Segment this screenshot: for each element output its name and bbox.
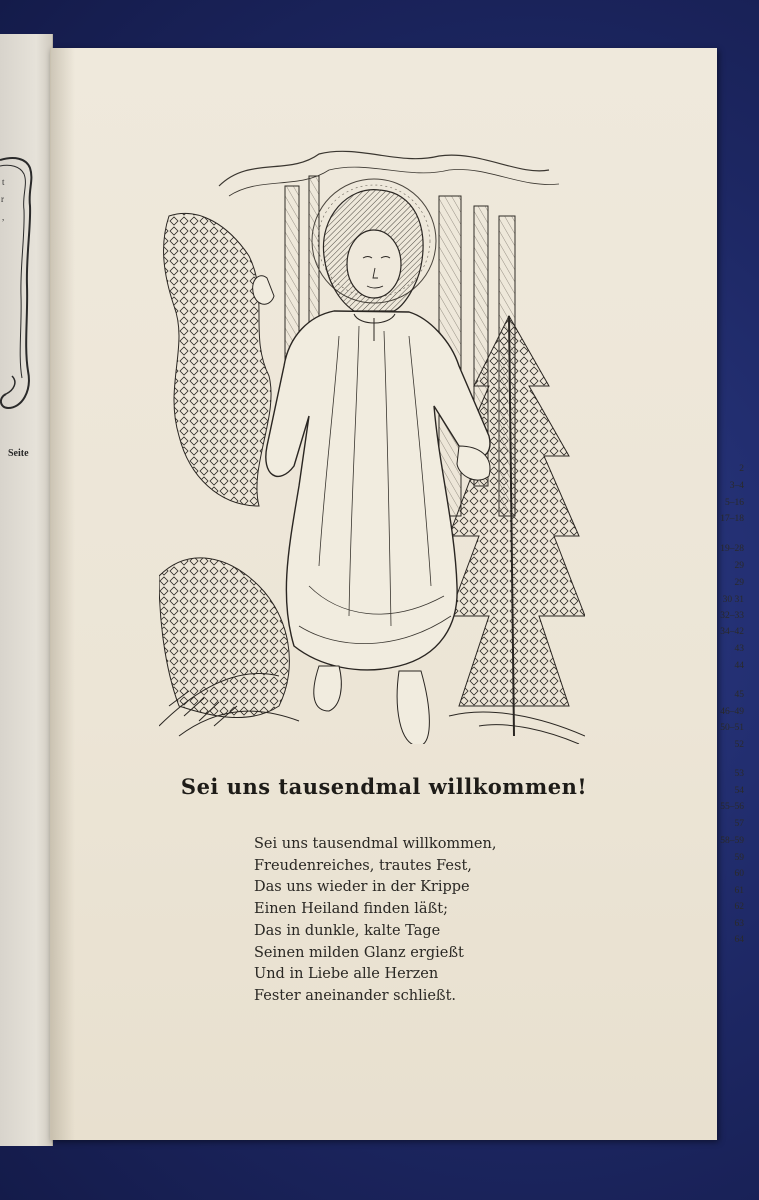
- page-number: 46–49: [720, 707, 744, 717]
- spine-shadow: [51, 48, 75, 1140]
- page-number: 45: [734, 690, 744, 700]
- page-number: 44: [734, 661, 744, 671]
- poem-line: Und in Liebe alle Herzen: [254, 966, 439, 983]
- page-number: 29: [734, 578, 744, 588]
- page-number: 59: [734, 853, 744, 863]
- page-number: 30 31: [722, 595, 744, 605]
- art-nouveau-frame-ornament: [0, 146, 36, 416]
- poem-line: Fester aneinander schließt.: [254, 987, 457, 1004]
- left-page-edge: [0, 34, 53, 1146]
- poem-line: Seinen milden Glanz ergießt: [254, 944, 464, 961]
- page-number: 61: [734, 886, 744, 896]
- page-number: 64: [734, 935, 744, 945]
- stray-letter: ,: [2, 212, 5, 222]
- poem-line: Freudenreiches, trautes Fest,: [254, 857, 472, 874]
- page-number: 58–59: [720, 836, 744, 846]
- stray-letter: r: [1, 194, 4, 204]
- page-number: 57: [734, 819, 744, 829]
- page-number: 53: [734, 769, 744, 779]
- page-number: 62: [734, 902, 744, 912]
- page-number: 3–4: [729, 481, 744, 491]
- page-number: 43: [734, 644, 744, 654]
- page-number: 29: [734, 561, 744, 571]
- page-number: 54: [734, 786, 744, 796]
- stray-letter: t: [2, 177, 5, 187]
- poem-title: Sei uns tausendmal willkommen!: [180, 774, 588, 799]
- christ-child-in-forest-engraving: [159, 146, 585, 744]
- book-page: [50, 48, 717, 1140]
- poem-line: Das uns wieder in der Krippe: [254, 879, 470, 896]
- poem-stanza: [254, 834, 496, 1008]
- page-number: 17–18: [720, 514, 744, 524]
- page-number: 32–33: [720, 611, 744, 621]
- poem-line: Einen Heiland finden läßt;: [254, 901, 448, 918]
- page-number: 5–16: [725, 498, 744, 508]
- page-number: 19–28: [720, 544, 744, 554]
- page-number: 60: [734, 869, 744, 879]
- page-number: 52: [734, 740, 744, 750]
- poem-line: Sei uns tausendmal willkommen,: [254, 836, 497, 852]
- seite-column-header: Seite: [8, 448, 29, 459]
- page-number: 55–56: [720, 802, 744, 812]
- page-number: 2: [739, 464, 744, 474]
- page-number: 63: [734, 919, 744, 929]
- poem-line: Das in dunkle, kalte Tage: [254, 922, 441, 939]
- page-number: 34–42: [720, 627, 744, 637]
- page-number: 50–51: [720, 723, 744, 733]
